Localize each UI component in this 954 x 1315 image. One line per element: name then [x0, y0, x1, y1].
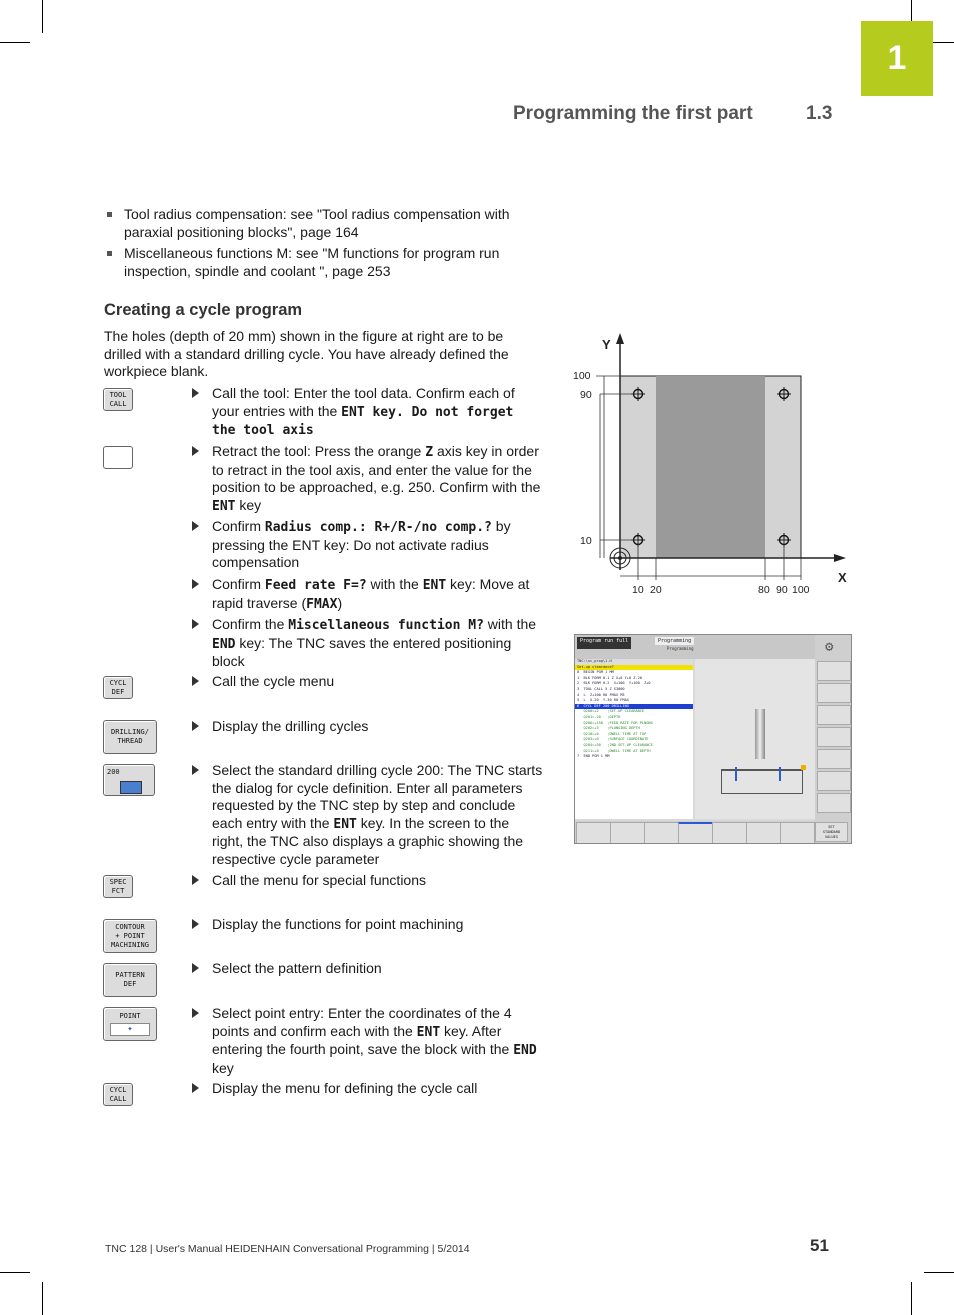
softkey-slot [817, 683, 851, 703]
mode-program-run: Program run full [577, 637, 631, 649]
x-tick-label: 100 [792, 584, 810, 596]
step-bold: ENT key. Do not forget the tool axis [212, 404, 514, 438]
cycl-call-key: CYCL CALL [103, 1083, 133, 1106]
softkey-slot [817, 727, 851, 747]
x-tick-label: 20 [650, 584, 662, 596]
crop-mark [911, 1282, 912, 1315]
chapter-tab: 1 [861, 21, 933, 96]
program-line: Q200=+2 ;SET-UP CLEARANCE [577, 709, 645, 714]
step-text: Display the functions for point machining [212, 916, 464, 932]
program-line: 7 END PGM 1 MM [577, 754, 610, 759]
arrow-icon [192, 963, 199, 973]
step-text: axis key in order to retract in the tool axis, and enter the value for the position to be approached, e.g. 250. Confirm with the [212, 443, 541, 495]
depth-marker [779, 767, 781, 781]
step-text: Retract the tool: Press the orange [212, 443, 426, 459]
program-listing [575, 659, 693, 819]
set-standard-values-softkey: SET STANDARD VALUES [815, 822, 848, 842]
program-line: Q202=+5 ;PLUNGING DEPTH [577, 726, 640, 731]
inner-region [656, 376, 765, 558]
step-special-functions [192, 872, 544, 890]
program-line-active: 6 CYCL DEF 200 DRILLING [575, 704, 693, 710]
step-text: key. After entering the fourth point, save the block with the [212, 1022, 514, 1057]
program-line: Q203=+0 ;SURFACE COORDINATE [577, 737, 649, 742]
program-line: Q211=+0 ;DWELL TIME AT DEPTH [577, 748, 651, 753]
cycle-200-label: 200 [107, 768, 120, 776]
program-line: 4 L Z+100 R0 FMAX M3 [577, 692, 625, 697]
step-bold: Radius comp.: R+/R-/no comp.? [264, 520, 492, 535]
bullet-square-icon [107, 251, 112, 256]
arrow-icon [192, 579, 199, 589]
step-point-machining [192, 916, 544, 934]
x-tick-label: 10 [632, 584, 644, 596]
y-tick-label: 10 [580, 535, 592, 547]
tool-call-key: TOOL CALL [103, 388, 133, 411]
mode-programming: Programming [655, 637, 694, 645]
y-tick-label: 100 [573, 370, 591, 382]
header-title: Programming the first part [513, 103, 753, 124]
z-axis-key [103, 446, 133, 469]
arrow-icon [192, 446, 199, 456]
crop-mark [42, 0, 43, 33]
bullet-item [105, 206, 545, 241]
y-axis-arrow [616, 333, 624, 344]
point-softkey [103, 1007, 157, 1041]
step-cycle-200 [192, 762, 544, 868]
step-text: Select point entry: Enter the coordinates of the 4 points and confirm each with the [212, 1005, 512, 1039]
file-path: TNC:\nc_prog\1.H [575, 659, 693, 665]
step-text: key. In the screen to the right, the TNC also displays a graphic showing the respective cycle parameter [212, 814, 524, 867]
step-bold: ENT [422, 578, 447, 593]
softkey-slot [610, 822, 645, 844]
program-line: Q201=-20 ;DEPTH [577, 714, 621, 719]
step-bold: END [513, 1043, 537, 1058]
step-bold: ENT [212, 498, 236, 514]
arrow-icon [192, 388, 199, 398]
mode-subtitle: Programming [667, 646, 694, 651]
step-cycle-call-menu [192, 1080, 544, 1098]
step-bold: ENT [416, 1024, 441, 1040]
crop-mark [42, 1282, 43, 1315]
dialog-prompt: Set-up clearance? [575, 665, 693, 671]
program-line: 1 BLK FORM 0.1 Z X+0 Y+0 Z-20 [577, 675, 642, 680]
softkey-slot [817, 793, 851, 813]
vertical-softkey-bar [815, 635, 851, 843]
spec-fct-key: SPEC FCT [103, 875, 133, 898]
program-line: 2 BLK FORM 0.2 X+100 Y+100 Z+0 [577, 681, 651, 686]
softkey-slot [712, 822, 747, 844]
drill-icon [120, 781, 142, 794]
program-line: Q210=+0 ;DWELL TIME AT TOP [577, 731, 647, 736]
arrow-icon [192, 521, 199, 531]
drilling-thread-softkey: DRILLING/ THREAD [103, 720, 157, 754]
header-section: 1.3 [806, 103, 833, 124]
step-call-tool [192, 385, 544, 440]
step-text: Confirm the [212, 616, 289, 632]
bullet-item [105, 245, 545, 280]
intro-paragraph: The holes (depth of 20 mm) shown in the figure at right are to be drilled with a standard drilling cycle. You have already defined the workpiece blank. [104, 328, 509, 379]
program-line: 5 L X-20 Y-30 R0 FMAX [577, 698, 629, 703]
step-confirm-radius [192, 518, 544, 572]
step-text: Display the menu for defining the cycle call [212, 1080, 478, 1096]
arrow-icon [192, 875, 199, 885]
arrow-icon [192, 919, 199, 929]
step-text: Display the drilling cycles [212, 718, 369, 734]
crop-mark [0, 1272, 30, 1273]
step-text: key: Move at rapid traverse ( [212, 576, 530, 611]
softkey-slot [576, 822, 611, 844]
y-axis-label: Y [602, 337, 611, 352]
cycle-200-softkey [103, 764, 155, 796]
bullet-text: Miscellaneous functions M: see "M functions for program run inspection, spindle and coolant ", page 253 [124, 245, 500, 279]
step-text: Confirm [212, 576, 265, 592]
point-label: POINT [119, 1012, 141, 1020]
page-number: 51 [810, 1236, 829, 1255]
step-text: with the [366, 576, 423, 592]
step-text: Confirm [212, 518, 265, 534]
bullet-text: Tool radius compensation: see "Tool radius compensation with paraxial positioning blocks", page 164 [124, 206, 510, 240]
step-text: Select the standard drilling cycle 200: The TNC starts the dialog for cycle definition. Enter all parameters requested by the TNC step by step and conclude each entry with the [212, 762, 543, 831]
softkey-slot [678, 822, 713, 844]
param-marker [801, 765, 806, 770]
softkey-slot [780, 822, 815, 844]
step-bold: Feed rate F=? [264, 578, 367, 593]
step-retract-tool [192, 443, 544, 515]
step-bold: ENT [333, 816, 357, 832]
step-cycle-menu [192, 673, 544, 691]
step-text: by pressing the ENT key: Do not activate radius compensation [212, 518, 511, 570]
workpiece-section [721, 769, 803, 794]
section-heading: Creating a cycle program [104, 301, 303, 319]
step-bold: FMAX [306, 596, 338, 612]
step-bold: END [212, 636, 236, 652]
program-line: 0 BEGIN PGM 1 MM [577, 670, 614, 675]
cycle-help-graphic [695, 659, 815, 819]
step-text: key [212, 1059, 234, 1076]
softkey-slot [817, 771, 851, 791]
step-text: key: The TNC saves the entered positioning block [212, 634, 512, 669]
x-axis-label: X [838, 570, 847, 585]
step-text: Call the menu for special functions [212, 872, 426, 888]
step-text: ) [337, 594, 343, 611]
settings-gear-icon: ⚙ [825, 639, 834, 655]
step-text: Select the pattern definition [212, 960, 382, 976]
softkey-slot [817, 705, 851, 725]
tnc-screen-screenshot [574, 634, 852, 844]
x-tick-label: 90 [776, 584, 788, 596]
softkey-slot [644, 822, 679, 844]
depth-marker [735, 767, 737, 781]
arrow-icon [192, 1008, 199, 1018]
cycl-def-key: CYCL DEF [103, 676, 133, 699]
hole-pattern-drawing [570, 330, 860, 600]
softkey-slot [817, 661, 851, 681]
x-tick-label: 80 [758, 584, 770, 596]
program-line: Q206=+150 ;FEED RATE FOR PLNGNG [577, 720, 653, 725]
step-point-entry [192, 1005, 544, 1077]
drill-tool-icon [755, 709, 765, 759]
y-tick-label: 90 [580, 389, 592, 401]
arrow-icon [192, 765, 199, 775]
pattern-def-softkey: PATTERN DEF [103, 963, 157, 997]
bullet-square-icon [107, 212, 112, 217]
arrow-icon [192, 1083, 199, 1093]
arrow-icon [192, 676, 199, 686]
running-header [513, 103, 833, 125]
horizontal-softkey-bar [575, 821, 851, 843]
softkey-slot [817, 749, 851, 769]
step-text: Call the tool: Enter the tool data. Confirm each of your entries with the [212, 385, 515, 419]
arrow-icon [192, 619, 199, 629]
step-confirm-misc [192, 616, 544, 671]
step-pattern-def [192, 960, 544, 978]
step-bold: Miscellaneous function M? [288, 618, 484, 633]
step-bold: Z [425, 445, 434, 460]
crop-mark [924, 1272, 954, 1273]
step-confirm-feed [192, 576, 544, 613]
bullet-list [105, 206, 545, 284]
step-drilling-cycles [192, 718, 544, 736]
arrow-icon [192, 721, 199, 731]
step-text: with the [483, 616, 537, 632]
softkey-slot [746, 822, 781, 844]
x-axis-arrow [834, 554, 846, 562]
program-line: Q204=+50 ;2ND SET-UP CLEARANCE [577, 742, 653, 747]
point-marker-icon: ✦ [110, 1023, 150, 1036]
program-line: 3 TOOL CALL 5 Z S3000 [577, 686, 625, 691]
step-text: key [235, 496, 262, 513]
crop-mark [0, 42, 30, 43]
page-footer: TNC 128 | User's Manual HEIDENHAIN Conversational Programming | 5/2014 [105, 1243, 470, 1255]
step-text: Call the cycle menu [212, 673, 335, 689]
screen-header [575, 635, 815, 659]
contour-point-softkey: CONTOUR + POINT MACHINING [103, 919, 157, 953]
